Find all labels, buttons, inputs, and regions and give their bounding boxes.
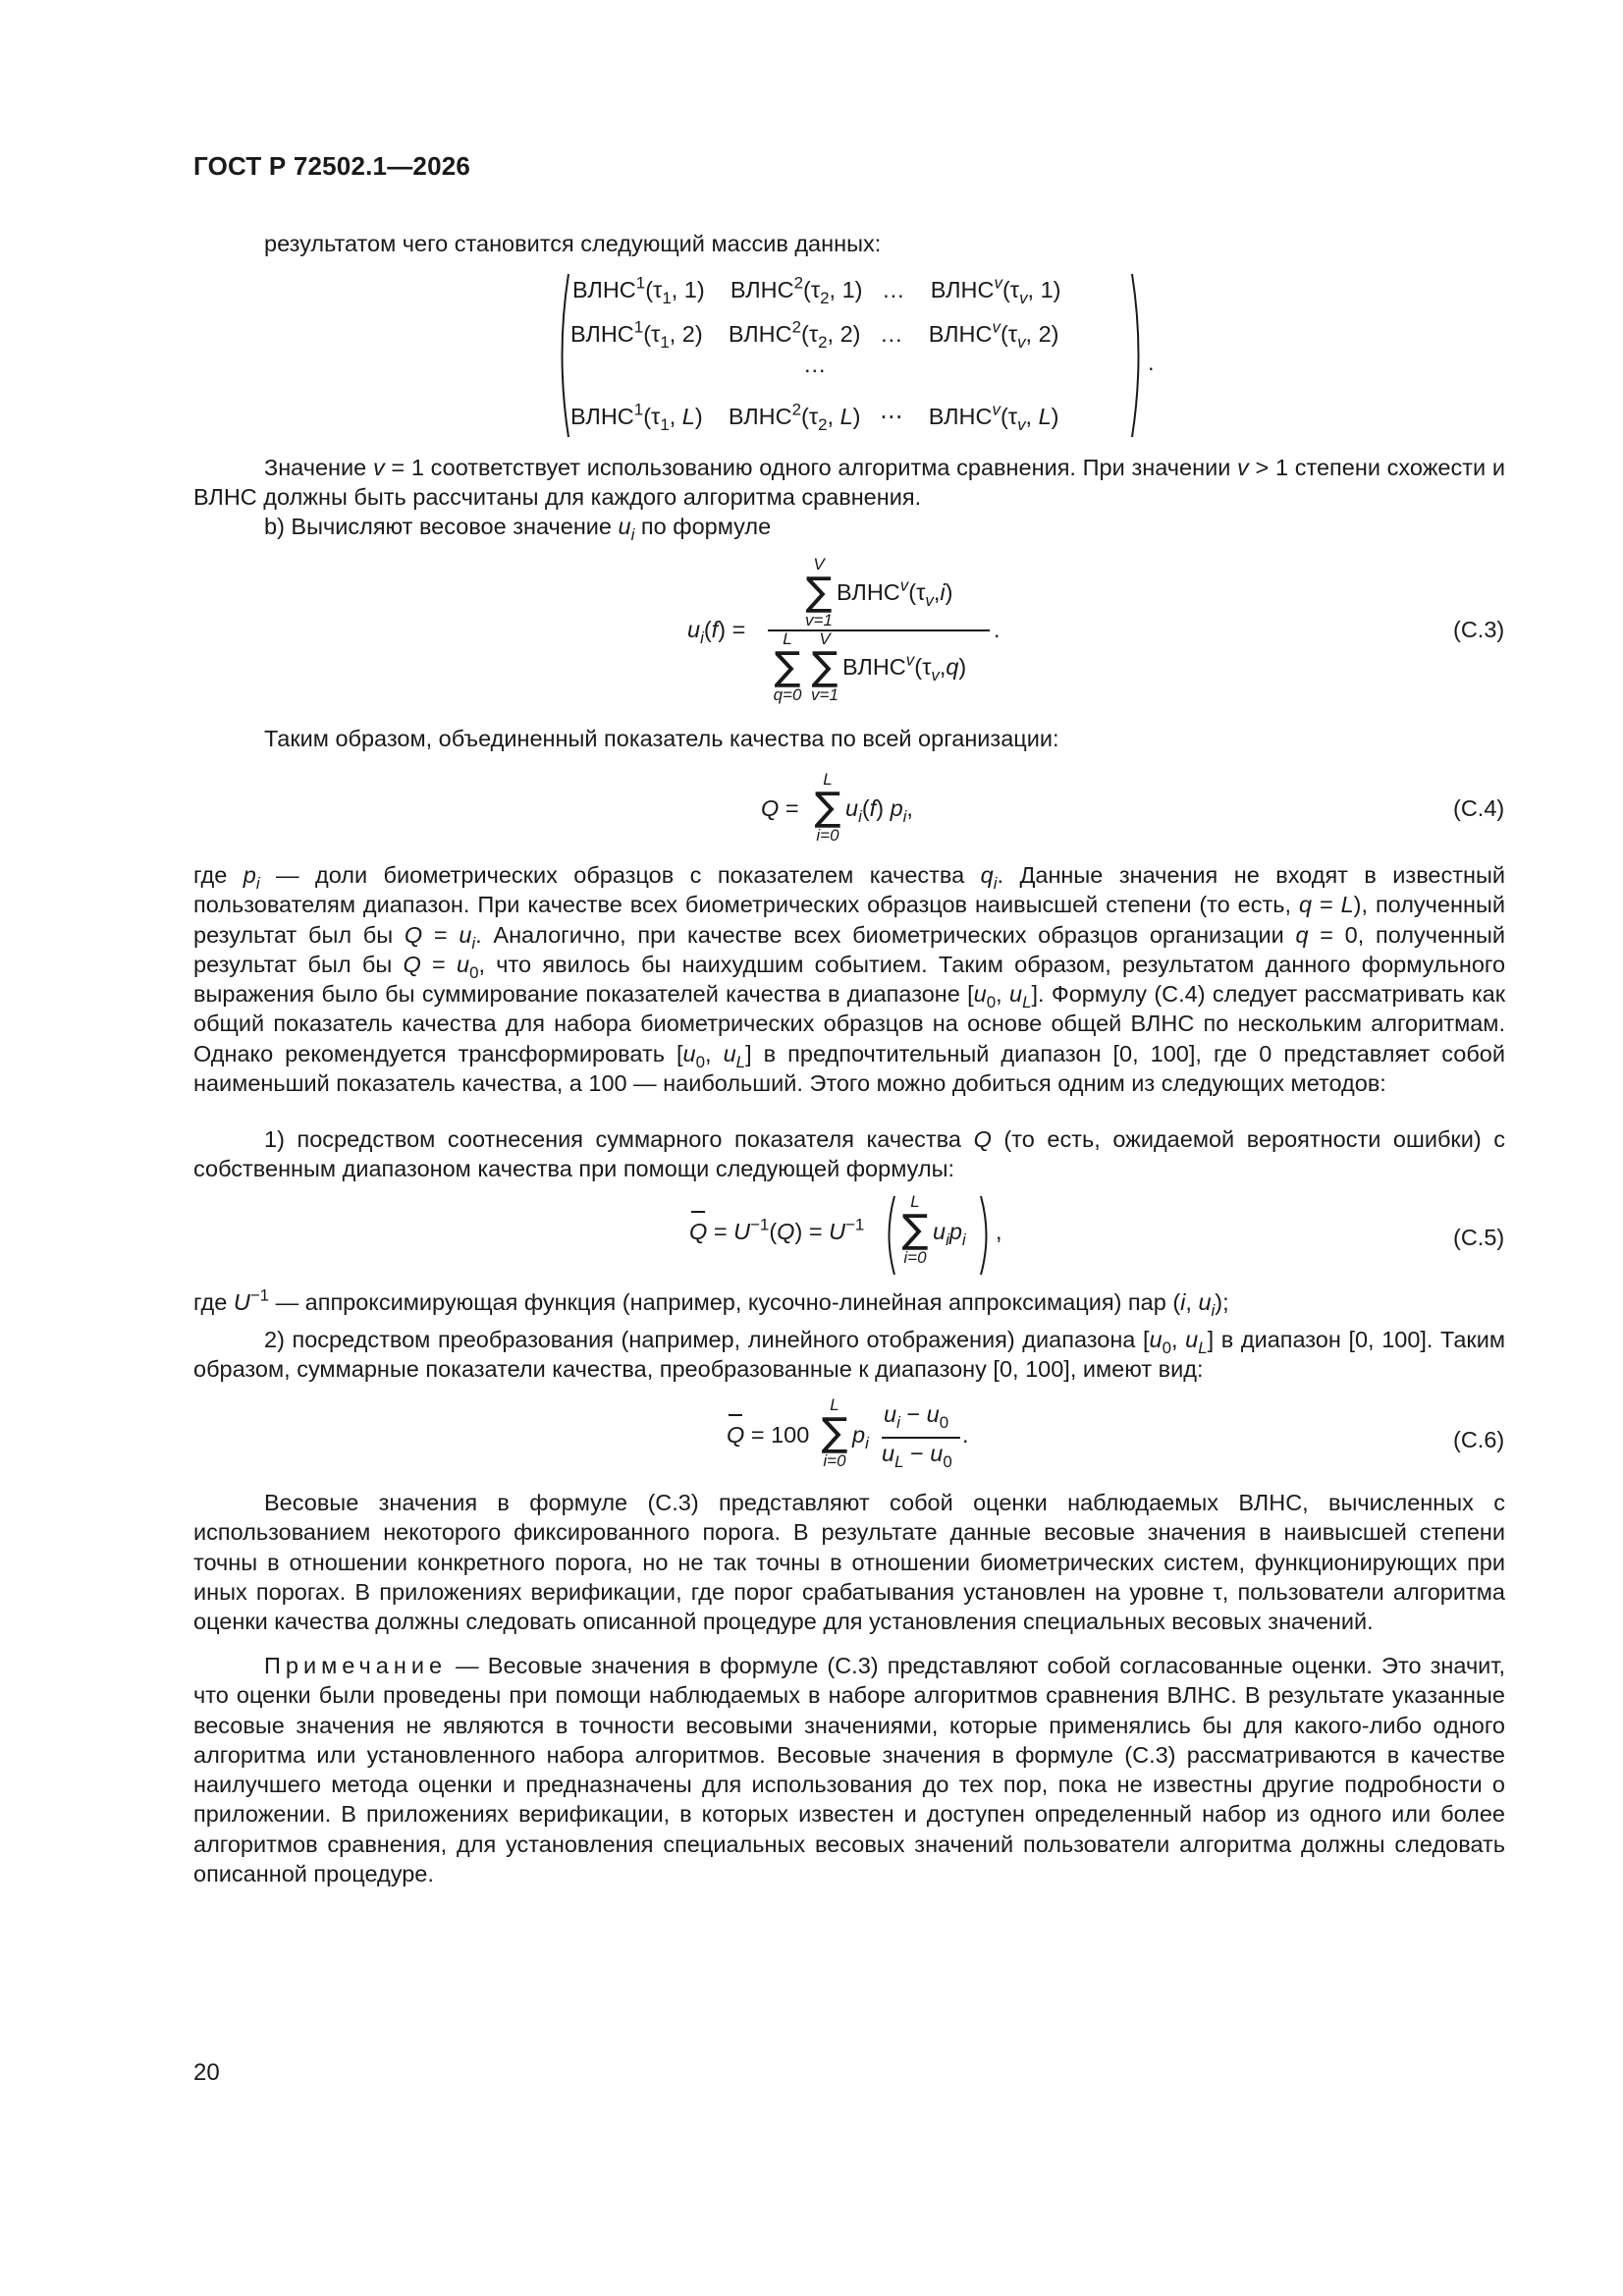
matrix-row-2: $ВЛНС^1(\tau_1$, 2) $ВЛНС^2(\tau_2$, 2) … $ВЛНС^v(\tau_v$, 2) xyxy=(570,317,1059,352)
matrix-left-paren xyxy=(553,271,572,440)
equation-number-c5: (C.5) xyxy=(1453,1225,1505,1250)
note-label: Примечание xyxy=(264,1653,448,1678)
paragraph-method-2: 2) посредством преобразования (например, линейного отображения) диапазона [$u_0$, $u_L$] в диапазон [0, 100]. Таким образом, суммарные показатели качества, преобразованные к диапазону [0, 100], имеют вид: xyxy=(193,1327,1505,1383)
equation-number-c3: (C.3) xyxy=(1453,617,1505,642)
fraction-line-c6 xyxy=(882,1437,960,1439)
formula-c5: Q = $U^{-1}(Q) = U^{-1}$ L ∑ i=0 $u_ip_i$ , xyxy=(689,1193,1013,1277)
paragraph-value-v: Значение v = 1 соответствует использованию одного алгоритма сравнения. При значении v > 1 степени схожести и ВЛНС должны быть рассчитаны для каждого алгоритма сравнения. xyxy=(193,455,1505,511)
formula-c6: Q = 100 L ∑ i=0 $p_i$ $u_i - u_0$ $u_L - u_0$ . xyxy=(727,1395,969,1471)
paragraph-weights: Весовые значения в формуле (C.3) представляют собой оценки наблюдаемых ВЛНС, вычисленных с использованием некоторого фиксированного порога. В результате данные весовые значения в наивысшей степени точны в отношении конкретного порога, но не так точны в отношении биометрических систем, функционирующих при иных порогах. В приложениях верификации, где порог срабатывания установлен на уровне τ, пользователи алгоритма оценки качества должны следовать описанной процедуре для установления специальных весовых значений. xyxy=(193,1490,1505,1635)
equation-number-c4: (C.4) xyxy=(1453,795,1505,821)
paragraph-u-inverse: где $U^{-1}$ — аппроксимирующая функция (например, кусочно-линейная аппроксимация) пар (i, $u_i$); xyxy=(193,1285,1229,1320)
document-header: ГОСТ Р 72502.1—2026 xyxy=(193,151,471,181)
page-number: 20 xyxy=(193,2059,220,2086)
matrix-period: . xyxy=(1148,350,1155,375)
formula-c4: Q = L ∑ i=0 $u_i(f)$ $p_i$, xyxy=(761,770,913,845)
paragraph-result-array: результатом чего становится следующий массив данных: xyxy=(264,231,882,256)
equation-number-c6: (C.6) xyxy=(1453,1427,1505,1452)
paragraph-combined-quality: Таким образом, объединенный показатель качества по всей организации: xyxy=(264,726,1059,751)
paragraph-where-p: где $p_i$ — доли биометрических образцов с показателем качества $q_i$. Данные значения не входят в известный пользователям диапазон. При качестве всех биометрических образцов наивысшей степени (то есть, q = L), полученный результат был бы $Q = u_i$. Аналогично, при качестве всех биометрических образцов организации q = 0, полученный результат был бы $Q = u_0$, что явилось бы наихудшим событием. Таким образом, результатом данного формульного выражения было бы суммирование показателей качества в диапазоне [$u_0$, $u_L$]. Формулу (C.4) следует рассматривать как общий показатель качества для набора биометрических образцов на основе общей ВЛНС по нескольким алгоритмам. Однако рекомендуется трансформировать [$u_0$, $u_L$] в предпочтительный диапазон [0, 100], где 0 представляет собой наименьший показатель качества, а 100 — наибольший. Этого можно добиться одним из следующих методов: xyxy=(193,862,1506,1097)
note-paragraph: Примечание — Весовые значения в формуле (C.3) представляют собой согласованные оценки. Это значит, что оценки были проведены при помощи наблюдаемых в наборе алгоритмов сравнения ВЛНС. В результате указанные весовые значения не являются в точности весовыми значениями, которые применялись бы для какого-либо одного алгоритма или установленного набора алгоритмов. Весовые значения в формуле (C.3) рассматриваются в качестве наилучшего метода оценки и предназначены для использования до тех пор, пока не известны другие подробности о приложении. В приложениях верификации, в которых известен и доступен определенный набор из одного или более алгоритмов сравнения, для установления специальных весовых значений пользователи алгоритма должны следовать описанной процедуре. xyxy=(193,1653,1505,1887)
matrix-right-paren xyxy=(1128,271,1148,440)
matrix-row-L: $ВЛНС^1(\tau_1$, L) $ВЛНС^2(\tau_2$, L) ⋯ $ВЛНС^v(\tau_v$, L) xyxy=(570,400,1059,434)
formula-c3: $u_i(f)$ = V ∑ v=1 $ВЛНС^v(\tau_v,i)$ . L ∑ q=0 V ∑ v=1 $ВЛНС^v(\tau_v,q)$ xyxy=(687,555,1001,704)
paragraph-method-1: 1) посредством соотнесения суммарного показателя качества Q (то есть, ожидаемой вероятности ошибки) с собственным диапазоном качества при помощи следующей формулы: xyxy=(193,1126,1505,1182)
matrix-row-vdots: … xyxy=(803,352,827,377)
data-matrix xyxy=(553,271,1155,440)
c5-right-paren xyxy=(978,1193,994,1278)
matrix-row-1: $ВЛНС^1(\tau_1$, 1) $ВЛНС^2(\tau_2$, 1) … $ВЛНС^v(\tau_v$, 1) xyxy=(572,273,1061,307)
paragraph-step-b: b) Вычисляют весовое значение $u_i$ по формуле xyxy=(264,514,772,544)
